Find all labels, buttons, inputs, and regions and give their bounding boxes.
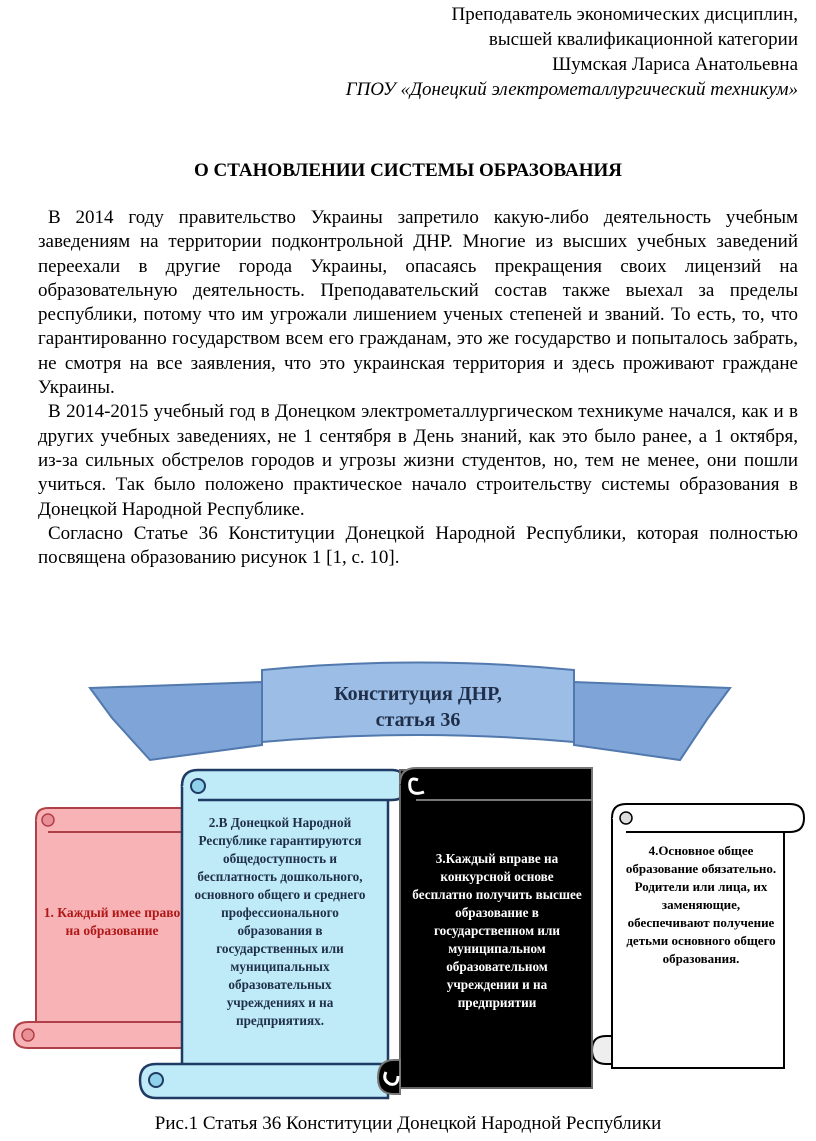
paragraph-2: В 2014-2015 учебный год в Донецком электрометаллургическом техникуме начался, как и в других учебных заведениях, не 1 сентября в День знаний, как это было ранее, а 1 октября, из-за сильных обстрелов городов и угрозы жизни студентов, но, тем не менее, они пошли учиться. Так было положено практическое начало строительству системы образования в Донецкой Народной Республике. xyxy=(38,401,798,520)
body-text xyxy=(38,206,798,570)
author-line-position: Преподаватель экономических дисциплин, xyxy=(451,4,798,25)
paragraph-3: Согласно Статье 36 Конституции Донецкой Народной Республики, которая полностью посвящена образованию рисунок 1 [1, с. 10]. xyxy=(38,522,798,569)
banner-title xyxy=(258,681,578,733)
author-block xyxy=(346,2,798,102)
author-line-category: высшей квалификационной категории xyxy=(488,29,798,50)
scroll-2-text: 2.В Донецкой Народной Республике гарантируются общедоступность и бесплатность дошкольного, основного общего и среднего профессионального образования в государственных или муниципальных образовательных учреждениях и на предприятиях. xyxy=(194,815,366,1028)
paragraph-1: В 2014 году правительство Украины запретило какую-либо деятельность учебным заведениям на территории подконтрольной ДНР. Многие из высших учебных заведений переехали в другие города Украины, опасаясь прекращения своих лицензий на образовательную деятельность. Преподавательский состав также выехал за пределы республики, потому что им угрожали лишением ученых степеней и званий. То есть, то, что гарантированно государством всем его гражданам, это же государство и попыталось забрать, не смотря на все заявления, что это украинская территория и здесь проживают граждане Украины. xyxy=(38,207,798,399)
author-line-name: Шумская Лариса Анатольевна xyxy=(552,54,798,75)
figure-caption: Рис.1 Статья 36 Конституции Донецкой Народной Республики xyxy=(154,1113,662,1134)
document-title: О СТАНОВЛЕНИИ СИСТЕМЫ ОБРАЗОВАНИЯ xyxy=(193,160,623,181)
scroll-1-text: 1. Каждый имее право на образование xyxy=(43,905,181,938)
scroll-4-text: 4.Основное общее образование обязательно. Родители или лица, их заменяющие, обеспечивают получение детьми основного общего образования. xyxy=(625,843,777,966)
banner-title-line-2: статья 36 xyxy=(375,709,461,731)
banner-title-line-1: Конституция ДНР, xyxy=(334,683,502,705)
scroll-3-text: 3.Каждый вправе на конкурсной основе бесплатно получить высшее образование в государственном или муниципальном образовательном учреждении и на предприятии xyxy=(412,851,582,1010)
author-line-organization: ГПОУ «Донецкий электрометаллургический техникум» xyxy=(345,79,798,100)
